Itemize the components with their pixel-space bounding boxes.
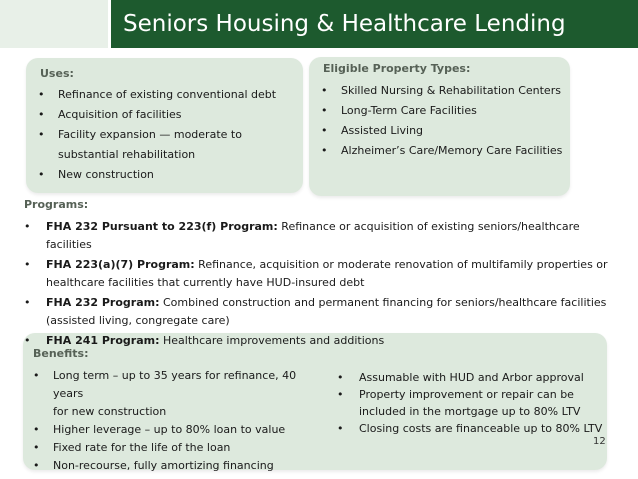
list-item: • Facility expansion — moderate to substantial rehabilitation (38, 125, 298, 165)
benefits-left-list (33, 367, 329, 475)
bullet: • (24, 220, 31, 233)
bullet: • (38, 88, 45, 101)
benefits-right-list (337, 369, 603, 437)
bullet: • (337, 371, 344, 384)
list-item: • Closing costs are financeable up to 80% LTV (337, 422, 603, 435)
bullet: • (337, 388, 344, 401)
bullet: • (24, 296, 31, 309)
list-item: • Long term – up to 35 years for refinance, 40 years for new construction (33, 369, 297, 418)
list-item: • Property improvement or repair can be included in the mortgage up to 80% LTV (337, 388, 581, 418)
benefits-box (23, 333, 607, 470)
list-item (24, 332, 614, 350)
uses-list (38, 85, 298, 185)
list-item: • Alzheimer’s Care/Memory Care Facilities (321, 141, 569, 161)
program-description: Refinance or acquisition of existing seniors/healthcare (277, 220, 580, 233)
uses-heading: Uses: (40, 67, 74, 80)
bullet: • (38, 108, 45, 121)
program-description-cont: healthcare facilities that currently have HUD-insured debt (46, 276, 365, 289)
program-name: FHA 232 Pursuant to 223(f) Program: (46, 220, 278, 233)
programs-list (24, 218, 614, 352)
bullet: • (33, 369, 40, 382)
programs-heading: Programs: (24, 198, 89, 211)
bullet: • (321, 144, 328, 157)
bullet: • (321, 104, 328, 117)
list-item: • Refinance of existing conventional debt (38, 85, 298, 105)
list-item: • New construction (38, 165, 298, 185)
list-item: • Assumable with HUD and Arbor approval (337, 371, 584, 384)
list-item: • Long-Term Care Facilities (321, 101, 569, 121)
list-item: • Acquisition of facilities (38, 105, 298, 125)
program-description-cont: facilities (46, 238, 92, 251)
program-description-cont: (assisted living, congregate care) (46, 314, 230, 327)
bullet: • (38, 168, 45, 181)
bullet: • (321, 124, 328, 137)
list-item: • Assisted Living (321, 121, 569, 141)
eligible-property-types-box (309, 57, 570, 196)
list-item: • Skilled Nursing & Rehabilitation Centers (321, 81, 569, 101)
list-item: • Non-recourse, fully amortizing financing (33, 457, 329, 475)
program-name: FHA 241 Program: (46, 334, 160, 347)
bullet: • (24, 334, 31, 347)
list-item (24, 256, 614, 292)
list-item (24, 294, 614, 330)
uses-box (26, 58, 303, 193)
eligible-heading: Eligible Property Types: (323, 62, 471, 75)
bullet: • (38, 128, 45, 141)
program-description: Combined construction and permanent financing for seniors/healthcare facilities (159, 296, 607, 309)
list-item (24, 218, 614, 254)
bullet: • (321, 84, 328, 97)
eligible-list (321, 81, 569, 161)
program-description: Refinance, acquisition or moderate renovation of multifamily properties or (194, 258, 608, 271)
slide-title: Seniors Housing & Healthcare Lending (111, 0, 638, 48)
page-number: 12 (593, 436, 606, 447)
list-item: • Fixed rate for the life of the loan (33, 439, 329, 457)
bullet: • (337, 422, 344, 435)
bullet: • (33, 441, 40, 454)
bullet: • (33, 423, 40, 436)
bullet: • (24, 258, 31, 271)
list-item: • Higher leverage – up to 80% loan to value (33, 421, 329, 439)
program-description: Healthcare improvements and additions (159, 334, 385, 347)
header-accent-block (0, 0, 108, 48)
program-name: FHA 223(a)(7) Program: (46, 258, 195, 271)
benefits-heading: Benefits: (33, 347, 89, 360)
bullet: • (33, 459, 40, 472)
program-name: FHA 232 Program: (46, 296, 160, 309)
